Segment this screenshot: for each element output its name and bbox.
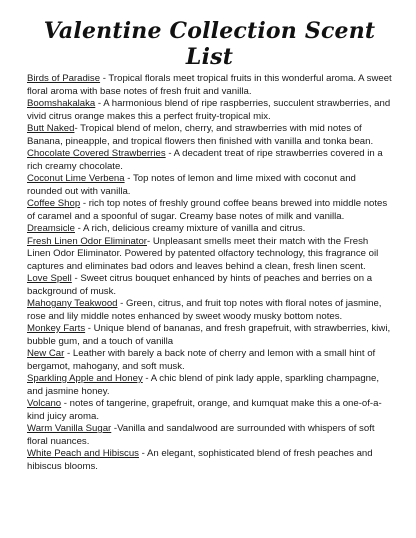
- scent-name: Sparkling Apple and Honey: [27, 373, 143, 384]
- scent-entry-dreamsicle: [27, 223, 392, 236]
- scent-entry-new-car: [27, 348, 392, 373]
- scent-entry-monkey-farts: [27, 323, 392, 348]
- page-title: Valentine Collection Scent List: [43, 18, 376, 70]
- scent-name: Mahogany Teakwood: [27, 298, 118, 309]
- scent-name: Chocolate Covered Strawberries: [27, 148, 166, 159]
- scent-name: Monkey Farts: [27, 323, 86, 334]
- scent-entry-white-peach-and-hibiscus: [27, 448, 392, 473]
- scent-description: - Tropical blend of melon, cherry, and strawberries with mid notes of Banana, pineapple, and tropical flowers then finished with vanilla and tonka bean.: [27, 123, 374, 147]
- scent-description: - A rich, delicious creamy mixture of vanilla and citrus.: [74, 223, 306, 234]
- scent-entry-warm-vanilla-sugar: [27, 423, 392, 448]
- scent-name: Volcano: [27, 398, 62, 409]
- scent-name: Fresh Linen Odor Eliminator: [27, 235, 147, 247]
- scent-entry-sparkling-apple-and-honey: [27, 373, 392, 398]
- scent-entry-chocolate-covered-strawberries: [27, 148, 392, 173]
- scent-entry-love-spell: [27, 273, 392, 298]
- scent-description: - Leather with barely a back note of cherry and lemon with a small hint of bergamot, mahogany, and soft musk.: [27, 348, 376, 372]
- scent-entry-birds-of-paradise: [27, 73, 392, 98]
- scent-description: - Unpleasant smells meet their match with the Fresh Linen Odor Eliminator. Powered by patented olfactory technology, this fragrance oil captures and eliminates bad odors and leaves behind a clean, fresh linen scent.: [27, 235, 379, 272]
- scent-description: - Tropical florals meet tropical fruits in this wonderful aroma. A sweet floral aroma with base notes of fresh fruit and vanilla.: [27, 73, 392, 97]
- scent-description: - Sweet citrus bouquet enhanced by hints of peaches and berries on a background of musk.: [27, 273, 373, 297]
- scent-description: - notes of tangerine, grapefruit, orange, and kumquat make this a one-of-a-kind juicy aroma.: [27, 398, 382, 422]
- scent-description: -Vanilla and sandalwood are surrounded with whispers of soft floral nuances.: [27, 423, 375, 447]
- scent-entry-volcano: [27, 398, 392, 423]
- scent-name: Birds of Paradise: [27, 73, 101, 84]
- scent-entry-coffee-shop: [27, 198, 392, 223]
- scent-entry-coconut-lime-verbena: [27, 173, 392, 198]
- scent-name: New Car: [27, 348, 65, 359]
- scent-entry-boomshakalaka: [27, 98, 392, 123]
- scent-name: Boomshakalaka: [27, 98, 96, 109]
- scent-description: - A decadent treat of ripe strawberries covered in a rich creamy chocolate.: [27, 148, 383, 172]
- scent-description: - A harmonious blend of ripe raspberries, succulent strawberries, and vivid citrus orange makes this a perfect fruity-tropical mix.: [27, 98, 391, 122]
- scent-description: - Green, citrus, and fruit top notes with floral notes of jasmine, rose and lily middle notes enhanced by sweet woody musky bottom notes.: [27, 298, 382, 322]
- scent-name: Coffee Shop: [27, 198, 81, 209]
- scent-description: - rich top notes of freshly ground coffee beans brewed into middle notes of caramel and a spoonful of sugar. Creamy base notes of milk and vanilla.: [27, 198, 388, 222]
- scent-name: Butt Naked: [27, 123, 75, 134]
- scent-name: Coconut Lime Verbena: [27, 173, 125, 184]
- scent-name: White Peach and Hibiscus: [27, 448, 139, 459]
- scent-name: Dreamsicle: [27, 223, 75, 234]
- scent-description: - A chic blend of pink lady apple, sparkling champagne, and jasmine honey.: [27, 373, 380, 397]
- scent-entry-butt-naked: [27, 123, 392, 148]
- scent-description: - An elegant, sophisticated blend of fresh peaches and hibiscus blooms.: [27, 448, 373, 472]
- scent-description: - Top notes of lemon and lime mixed with coconut and rounded out with vanilla.: [27, 173, 356, 197]
- scent-name: Love Spell: [27, 273, 72, 284]
- scent-entry-mahogany-teakwood: [27, 298, 392, 323]
- scent-entry-fresh-linen-odor-eliminator: [27, 236, 392, 274]
- scent-description: - Unique blend of bananas, and fresh grapefruit, with strawberries, kiwi, bubble gum, and a touch of vanilla: [27, 323, 391, 347]
- scent-list: [27, 73, 392, 473]
- scent-name: Warm Vanilla Sugar: [27, 423, 112, 434]
